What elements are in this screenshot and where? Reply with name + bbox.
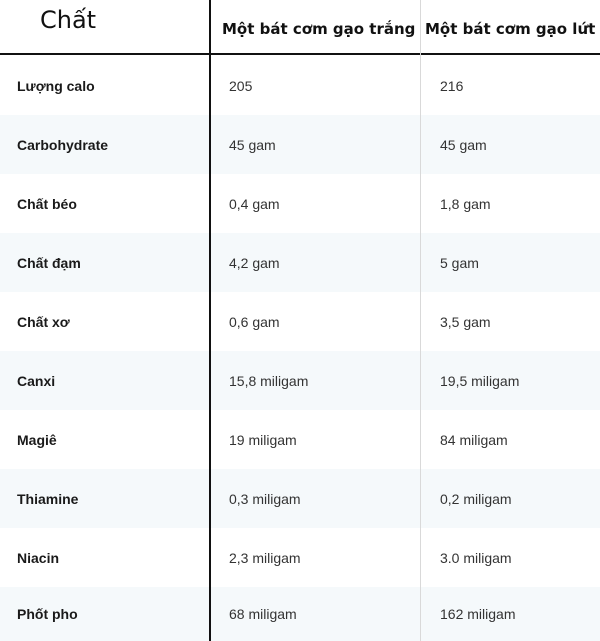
white-rice-value: 19 miligam <box>229 431 297 448</box>
header-brown-rice: Một bát cơm gạo lứt <box>425 20 596 38</box>
table-row <box>0 587 600 641</box>
white-rice-value: 0,3 miligam <box>229 490 301 507</box>
brown-rice-value: 19,5 miligam <box>440 372 520 389</box>
row-label: Phốt pho <box>17 606 78 622</box>
table-row <box>0 233 600 292</box>
column-divider <box>209 0 211 641</box>
brown-rice-value: 3.0 miligam <box>440 549 512 566</box>
brown-rice-value: 1,8 gam <box>440 195 491 212</box>
table-row <box>0 410 600 469</box>
white-rice-value: 0,4 gam <box>229 195 280 212</box>
brown-rice-value: 216 <box>440 77 464 94</box>
row-label: Thiamine <box>17 490 79 507</box>
column-divider <box>420 0 421 641</box>
table-row <box>0 351 600 410</box>
row-label: Canxi <box>17 372 56 389</box>
brown-rice-value: 84 miligam <box>440 431 508 448</box>
brown-rice-value: 5 gam <box>440 254 479 271</box>
table-row <box>0 292 600 351</box>
row-label: Lượng calo <box>17 77 95 94</box>
white-rice-value: 205 <box>229 77 253 94</box>
white-rice-value: 4,2 gam <box>229 254 280 271</box>
brown-rice-value: 162 miligam <box>440 606 516 622</box>
table-header <box>0 0 600 55</box>
table-row <box>0 528 600 587</box>
header-nutrient: Chất <box>40 6 97 34</box>
white-rice-value: 45 gam <box>229 136 276 153</box>
table-row <box>0 115 600 174</box>
row-label: Chất đạm <box>17 254 81 271</box>
table-row <box>0 174 600 233</box>
row-label: Chất béo <box>17 195 77 212</box>
brown-rice-value: 0,2 miligam <box>440 490 512 507</box>
row-label: Magiê <box>17 431 57 448</box>
white-rice-value: 0,6 gam <box>229 313 280 330</box>
row-label: Chất xơ <box>17 313 70 330</box>
row-label: Carbohydrate <box>17 136 109 153</box>
white-rice-value: 68 miligam <box>229 606 297 622</box>
table-row <box>0 469 600 528</box>
brown-rice-value: 45 gam <box>440 136 487 153</box>
brown-rice-value: 3,5 gam <box>440 313 491 330</box>
header-white-rice: Một bát cơm gạo trắng <box>222 20 416 38</box>
row-label: Niacin <box>17 549 60 566</box>
white-rice-value: 2,3 miligam <box>229 549 301 566</box>
table-row <box>0 56 600 115</box>
white-rice-value: 15,8 miligam <box>229 372 309 389</box>
